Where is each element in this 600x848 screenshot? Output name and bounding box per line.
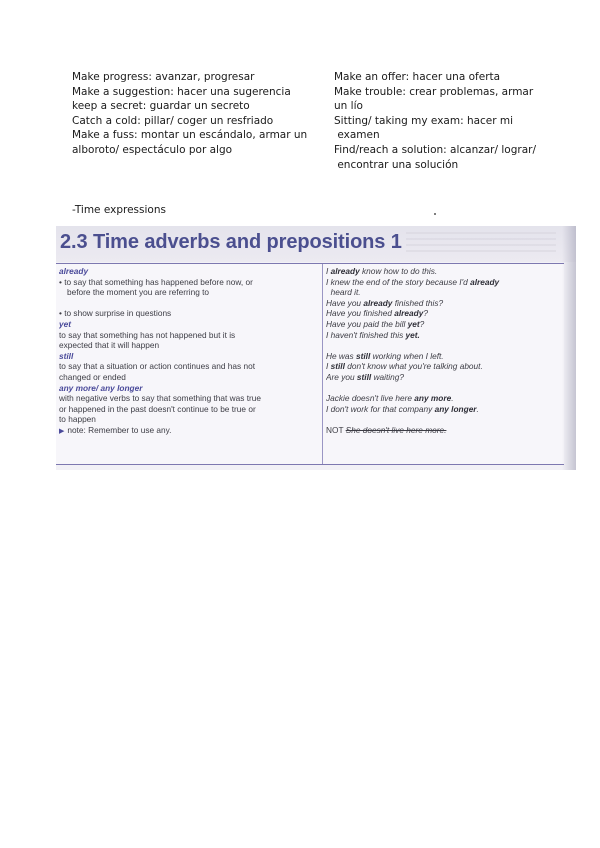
keyword-highlight: any longer [434,403,477,414]
example-line [326,351,558,362]
example-text: working when I left. [370,350,444,361]
example-line [326,287,558,298]
keyword-highlight: yet [407,318,420,329]
scan-edge-shadow [562,226,576,470]
definition-line: with negative verbs to say that something that was true [59,393,261,404]
example-text: Have you finished [326,308,395,319]
example-line [326,319,558,330]
vocab-line: Make progress: avanzar, progresar [72,71,255,83]
vocab-line: un lío [334,100,363,113]
example-text: Have you paid the bill [326,318,408,329]
keyword-highlight: any more [414,393,452,404]
stray-mark [434,213,436,215]
example-text: Jackie doesn't live here [326,393,415,404]
definition-line: to say that something has not happened but it is [59,329,236,340]
example-line [326,425,558,436]
example-text: heard it. [326,287,361,298]
vocab-line: Sitting/ taking my exam: hacer mi [334,114,514,127]
definition-line: expected that it will happen [59,340,160,351]
vocab-line: Catch a cold: pillar/ coger un resfriado [72,114,274,127]
example-line [326,372,558,383]
example-line [326,414,558,425]
definition-line: to say that a situation or action continues and has not [59,361,256,372]
keyword-highlight: already [363,297,393,308]
example-text: waiting? [371,371,404,382]
example-line [326,361,558,372]
example-line [326,383,558,394]
term-label: any more/ any longer [59,382,143,393]
column-divider [322,264,323,464]
example-text: Have you [326,297,364,308]
keyword-highlight: already [330,266,360,276]
scan-header [56,226,576,262]
not-label: NOT [326,424,346,435]
keyword-highlight: already [394,308,424,319]
scanned-grammar-table [56,226,576,470]
grammar-term [59,319,317,330]
example-text: . [476,403,479,414]
example-line [326,393,558,404]
grammar-term [59,266,317,277]
incorrect-example: She doesn't live here more. [345,424,447,435]
section-label: -Time expressions [72,204,166,216]
term-label: already [59,266,89,276]
example-line [326,330,558,341]
vocab-line: alboroto/ espectáculo por algo [72,143,233,156]
example-text: finished this? [392,297,444,308]
example-text: . [451,393,454,404]
example-line [326,404,558,415]
keyword-highlight: yet. [405,329,420,340]
definition-line: • to say that something has happened before now, or [59,276,253,287]
example-text: I don't work for that company [326,403,435,414]
example-line [326,266,558,277]
example-text: ? [419,318,425,329]
keyword-highlight: still [355,350,371,361]
note-line [59,425,317,436]
example-text: I haven't finished this [326,329,406,340]
vocab-right-column [334,70,536,172]
example-line [326,298,558,309]
keyword-highlight: still [356,371,372,382]
vocab-line: encontrar una solución [334,158,459,171]
definition-line: to happen [59,414,96,425]
vocab-line: Make trouble: crear problemas, armar [334,85,534,98]
vocab-line: Make a suggestion: hacer una sugerencia [72,85,291,98]
definitions-column [59,266,317,436]
example-text: I [326,266,331,276]
examples-column [326,266,558,436]
vocab-line: Make a fuss: montar un escándalo, armar un [72,129,308,142]
example-line [326,308,558,319]
definition-line: or happened in the past doesn't continue to be true or [59,403,256,414]
grammar-term [59,383,317,394]
triangle-right-icon: ▶ [59,427,65,435]
keyword-highlight: already [470,276,500,287]
vocab-line: examen [334,129,380,142]
grammar-table [56,263,564,465]
example-text: don't know what you're talking about. [344,361,483,372]
definition-line [59,298,317,309]
definition-line: changed or ended [59,371,126,382]
example-text: know how to do this. [359,266,438,276]
grammar-term [59,351,317,362]
example-text: Are you [326,371,357,382]
example-text: I knew the end of the story because I'd [326,276,471,287]
vocab-line: Find/reach a solution: alcanzar/ lograr/ [334,143,536,156]
example-text: I [326,361,331,372]
scan-title: 2.3 Time adverbs and prepositions 1 [60,231,402,253]
example-text: ? [423,308,428,319]
note-text: note: Remember to use any. [67,424,172,435]
definition-line: before the moment you are referring to [67,287,210,298]
term-label: still [59,350,74,361]
example-line [326,277,558,288]
keyword-highlight: still [330,361,345,372]
term-label: yet [59,318,71,329]
example-line [326,340,558,351]
example-text: He was [326,350,356,361]
definition-line: • to show surprise in questions [59,308,172,319]
vocab-left-column [72,70,307,158]
bleed-through-text [406,232,556,254]
vocab-line: keep a secret: guardar un secreto [72,100,250,113]
vocab-line: Make an offer: hacer una oferta [334,71,501,83]
